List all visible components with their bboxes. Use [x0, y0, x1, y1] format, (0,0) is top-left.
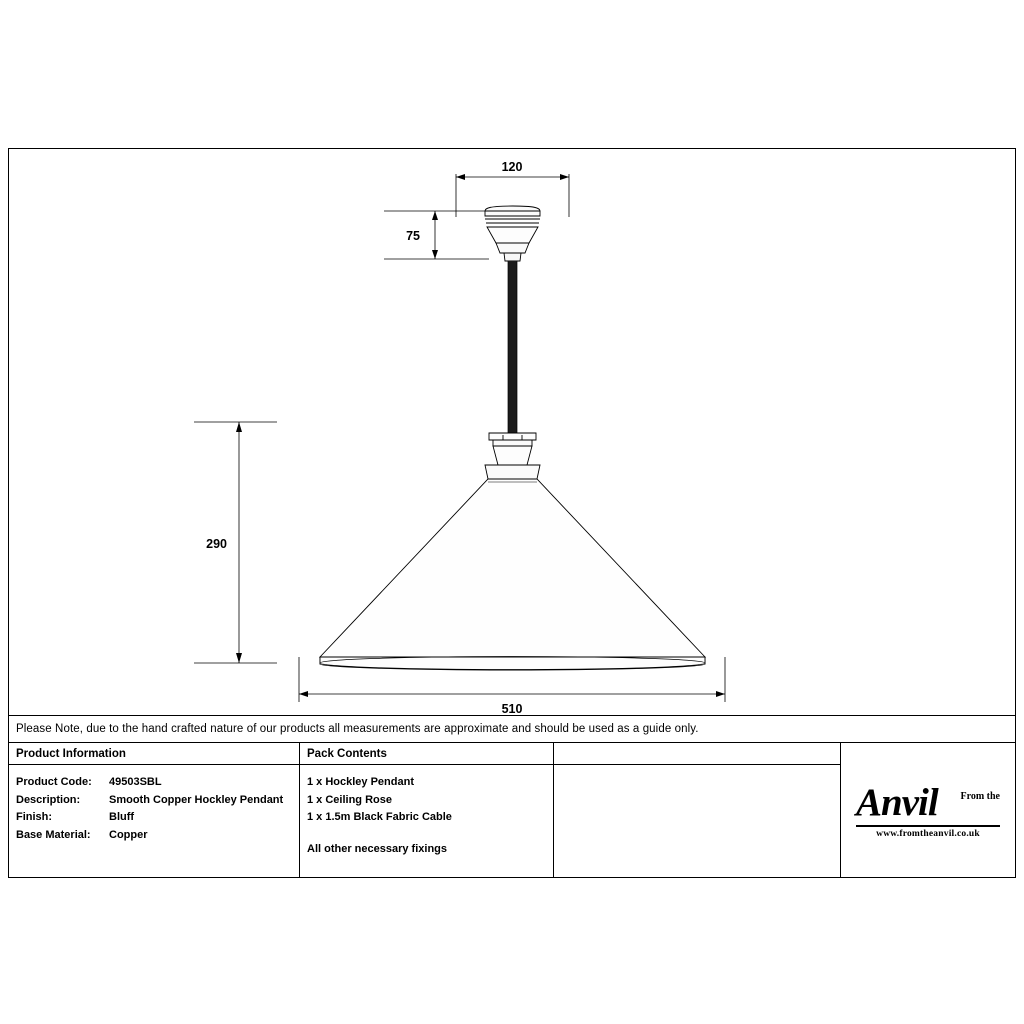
ceiling-rose	[485, 206, 540, 261]
brand-name-text: Anvil	[856, 780, 938, 824]
product-information-heading: Product Information	[9, 743, 299, 765]
pack-item: 1 x 1.5m Black Fabric Cable	[307, 811, 452, 823]
logo-column	[841, 743, 1015, 877]
dimension-label-120: 120	[501, 160, 523, 174]
finish-label: Finish:	[16, 811, 53, 823]
blank-column	[554, 743, 841, 877]
pack-item: 1 x Ceiling Rose	[307, 793, 392, 806]
description-row	[16, 792, 292, 810]
pack-item: 1 x Hockley Pendant	[307, 776, 414, 788]
dimension-label-290: 290	[206, 537, 227, 551]
base-material-value: Copper	[109, 828, 148, 841]
dimension-75	[384, 211, 489, 259]
blank-column-heading	[554, 743, 840, 765]
pack-spacer	[307, 827, 546, 841]
blank-column-body	[554, 765, 840, 774]
brand-logo-inner	[852, 782, 1004, 839]
finish-row	[16, 809, 292, 827]
product-code-row	[16, 774, 292, 792]
product-information-column	[9, 743, 300, 877]
description-label: Description:	[16, 793, 81, 806]
technical-drawing	[9, 149, 1015, 715]
fabric-cable	[508, 261, 517, 438]
measurement-note-text: Please Note, due to the hand crafted nature of our products all measurements are approximate and should be used as a guide only.	[16, 723, 699, 735]
brand-from-the-text: From the	[960, 790, 1000, 802]
spec-sheet	[8, 148, 1016, 878]
pack-contents-body	[300, 765, 553, 858]
finish-value: Bluff	[109, 811, 135, 823]
product-code-label: Product Code:	[16, 776, 92, 788]
pack-contents-heading: Pack Contents	[300, 743, 553, 765]
pendant-shade	[320, 479, 705, 670]
base-material-label: Base Material:	[16, 828, 91, 841]
pack-contents-footer: All other necessary fixings	[307, 842, 447, 855]
dimension-label-510: 510	[501, 702, 523, 715]
description-value: Smooth Copper Hockley Pendant	[109, 793, 284, 806]
product-information-body	[9, 765, 299, 844]
brand-logo	[841, 743, 1015, 877]
dimension-label-75: 75	[406, 229, 420, 243]
brand-divider	[856, 825, 1000, 827]
brand-website-text: www.fromtheanvil.co.uk	[876, 828, 980, 839]
lamp-holder	[485, 433, 540, 479]
measurement-note-row	[9, 715, 1015, 743]
product-code-value: 49503SBL	[109, 776, 162, 788]
pack-contents-column	[300, 743, 554, 877]
info-table	[9, 743, 1015, 877]
base-material-row	[16, 827, 292, 845]
